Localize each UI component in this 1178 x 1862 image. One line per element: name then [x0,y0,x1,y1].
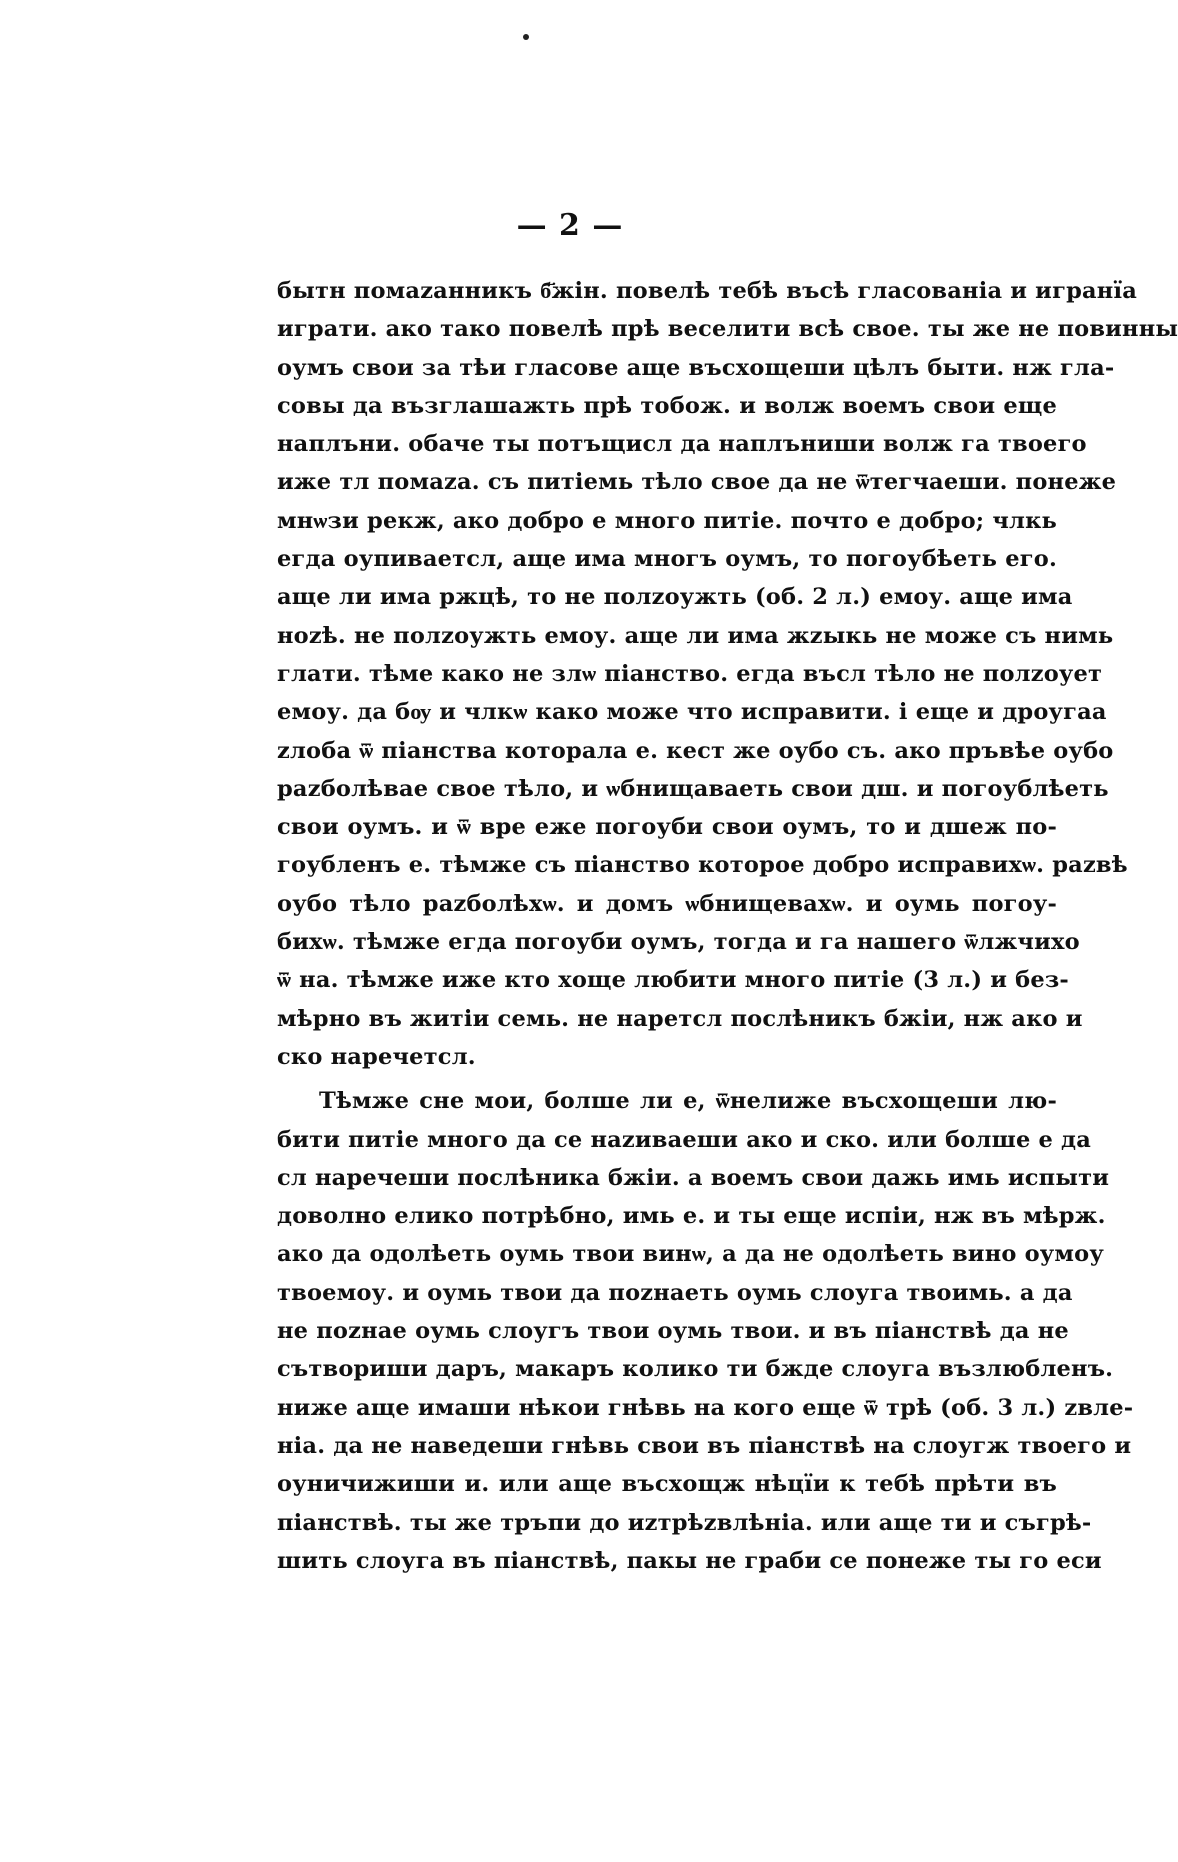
text-line: бихѡ. тѣмже егда погоуби оумъ, тогда и га нашего ѿлжчихо [277,929,1080,956]
text-line: сл наречеши послѣника бжіи. а воемъ свои дажь имь испыти [277,1164,1110,1191]
text-line: егда оупиваетсл, аще има многъ оумъ, то погоубѣеть его. [277,546,1057,573]
text-line: твоемоу. и оумь твои да поzнаеть оумь слоуга твоимь. а да [277,1279,1073,1306]
text-line: ѿ на. тѣмже иже кто хоще любити много питіе (3 л.) и без- [277,967,1069,994]
text-line: ниже аще имаши нѣкои гнѣвь на кого еще ѿ трѣ (об. 3 л.) zвле- [277,1394,1134,1421]
text-line: совы да възглашажть прѣ тобож. и волж воемъ свои еще [277,392,1057,419]
text-body [277,272,1178,1580]
text-line: сътвориши даръ, макаръ колико ти бжде слоуга възлюбленъ. [277,1356,1114,1383]
text-line: піанствѣ. ты же тръпи до иzтрѣzвлѣніа. или аще ти и съгрѣ- [277,1509,1092,1536]
text-line: шить слоуга въ піанствѣ, пакы не граби се понеже ты го еси [277,1547,1102,1574]
text-line: аще ли има ржцѣ, то не полzоужть (об. 2 л.) емоу. аще има [277,584,1073,611]
text-line: ноzѣ. не полzоужть емоу. аще ли има жzыкь не може съ нимь [277,622,1114,649]
text-line: мнѡзи рекж, ако добро е много питіе. почто е добро; члкь [277,507,1057,534]
page-number: — 2 — [516,208,624,243]
text-line: оубо тѣло раzболѣхѡ. и домъ ѡбнищевахѡ. и оумь погоу- [277,890,1057,917]
ink-speck [523,34,529,40]
paragraph-2 [277,1082,1134,1580]
text-line: глати. тѣме како не злѡ піанство. егда въсл тѣло не полzоует [277,660,1103,687]
text-line: раzболѣвае свое тѣло, и ѡбнищаваеть свои дш. и погоублѣеть [277,775,1109,802]
text-line: ніа. да не наведеши гнѣвь свои въ піанствѣ на слоугж твоего и [277,1432,1132,1459]
paragraph-1 [277,272,1178,1076]
text-line: емоу. да бѹ и члкѡ како може что исправити. і еще и дроугаа [277,699,1107,726]
text-line: бити питіе много да се наzиваеши ако и ско. или болше е да [277,1126,1092,1153]
text-line: мѣрно въ житіи семь. не наретсл послѣникъ бжіи, нж ако и [277,1005,1083,1032]
text-line: доволно елико потрѣбно, имь е. и ты еще испіи, нж въ мѣрж. [277,1203,1106,1230]
text-line: не поzнае оумь слоугъ твои оумь твои. и въ піанствѣ да не [277,1318,1069,1345]
text-line: zлоба ѿ піанства которала е. кест же оубо съ. ако пръвѣе оубо [277,737,1114,764]
text-line: бытн помаzанникъ б҃жін. повелѣ тебѣ въсѣ гласованіа и игранїа [277,278,1137,304]
text-line: Тѣмже сне мои, болше ли е, ѿнелиже въсхощеши лю- [319,1088,1057,1115]
text-line: свои оумъ. и ѿ вре еже погоуби свои оумъ, то и дшеж по- [277,814,1057,841]
text-line: оумъ свои за тѣи гласове аще въсхощеши цѣлъ быти. нж гла- [277,354,1115,381]
text-line: иже тл помаzа. съ питіемь тѣло свое да не ѿтегчаеши. понеже [277,469,1117,496]
text-line: ско наречетсл. [277,1043,476,1070]
text-line: оуничижиши и. или аще въсхощж нѣцїи к тебѣ прѣти въ [277,1471,1057,1498]
text-line: гоубленъ е. тѣмже съ піанство которое добро исправихѡ. раzвѣ [277,852,1128,879]
text-line: играти. ако тако повелѣ прѣ веселити всѣ свое. ты же не повинны [277,316,1178,343]
text-line: наплъни. обаче ты потъщисл да наплъниши волж га твоего [277,431,1087,458]
text-line: ако да одолѣеть оумь твои винѡ, а да не одолѣеть вино оумоу [277,1241,1104,1268]
